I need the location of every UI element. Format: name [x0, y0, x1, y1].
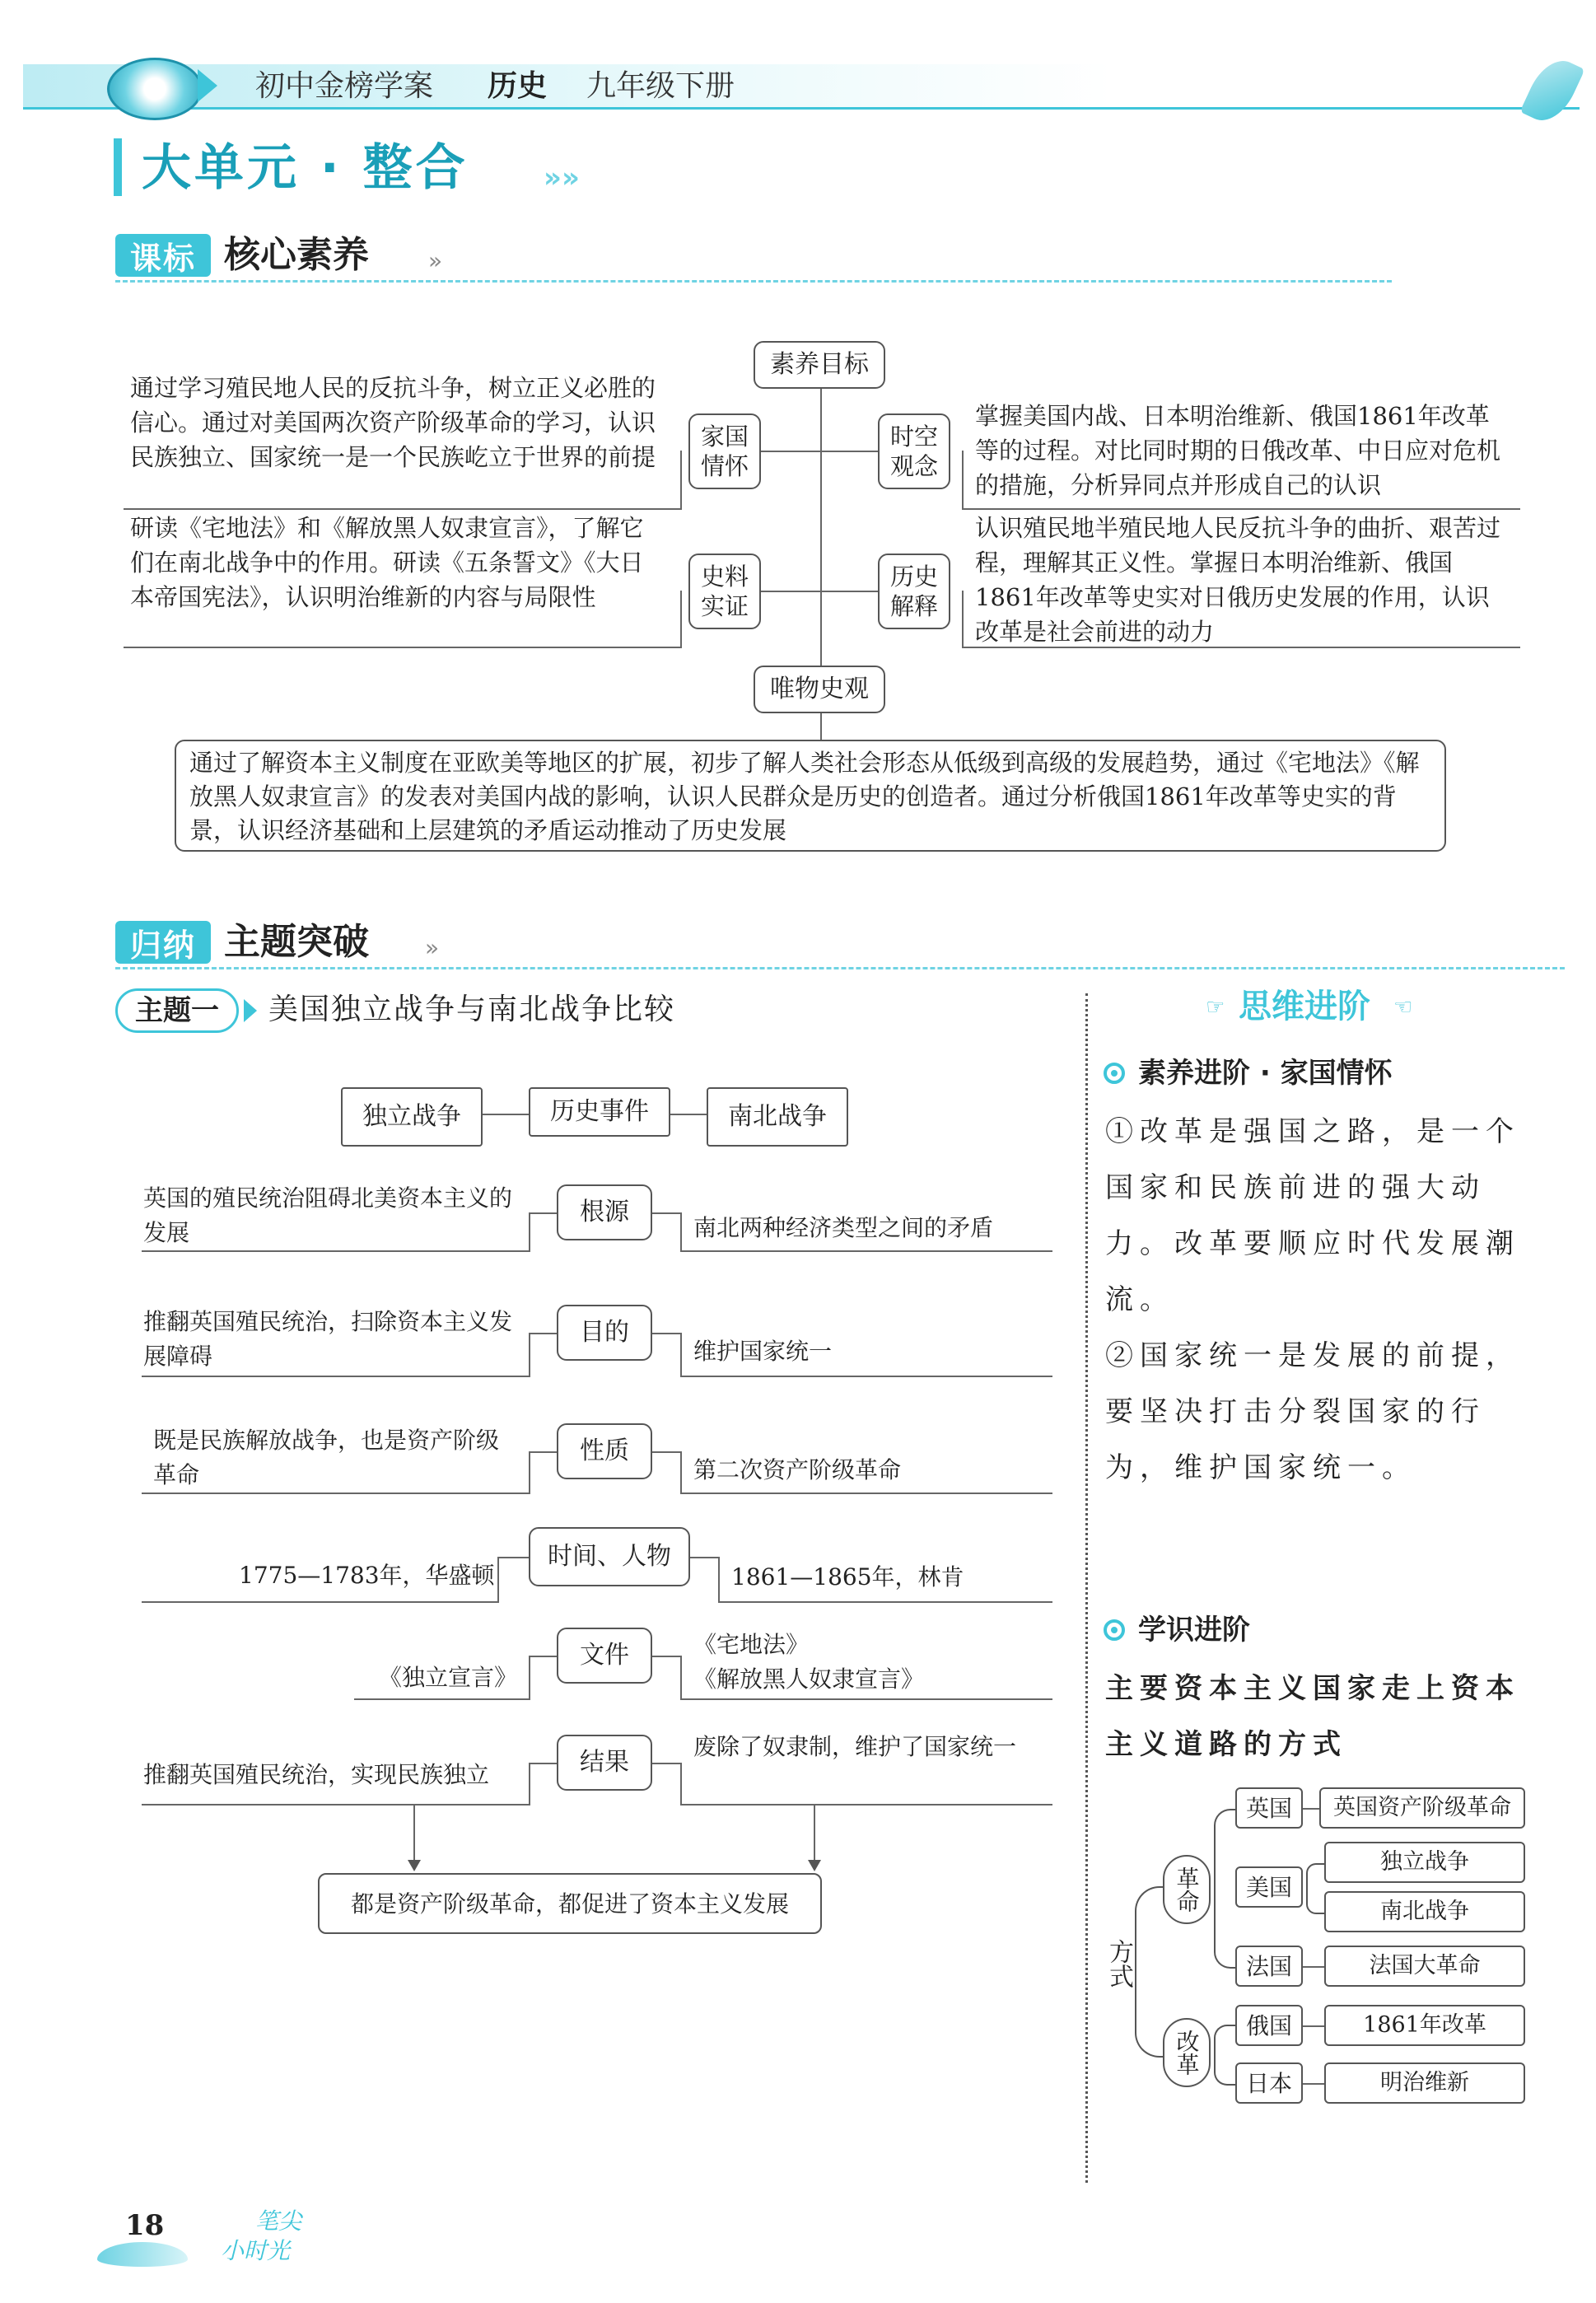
topic-label: 主题一: [115, 988, 239, 1033]
tree-bracket-meiguo: [1306, 1863, 1324, 1914]
core-lishi: 历史 解释: [878, 554, 950, 629]
section1-chevrons: »: [428, 247, 443, 274]
unit-title: 大单元 · 整合: [142, 139, 469, 197]
core-center-bottom: 唯物史观: [754, 666, 885, 713]
row-result-left: 推翻英国殖民统治，实现民族独立: [143, 1761, 490, 1788]
tree-fg-event: 法国大革命: [1324, 1946, 1525, 1987]
compare-conclusion: 都是资产阶级革命，都促进了资本主义发展: [318, 1873, 822, 1934]
core-jiaguo: 家国 情怀: [688, 413, 761, 489]
tree-mg-event1: 独立战争: [1324, 1842, 1525, 1883]
row-doc-label: 文件: [557, 1628, 652, 1684]
row-result-label: 结果: [557, 1735, 652, 1791]
sidebar-item2-text: 主要资本主义国家走上资本主义道路的方式: [1105, 1672, 1520, 1761]
core-text-lishi: 认识殖民地半殖民地人民反抗斗争的曲折、艰苦过程，理解其正义性。掌握日本明治维新、俄国1861年改革等史实对日俄历史发展的作用，认识改革是社会前进的动力: [975, 514, 1501, 646]
sidebar-title-icon-right: ☜: [1393, 995, 1413, 1020]
tree-bracket-geming: [1214, 1809, 1235, 1969]
arrow-down-icon: [808, 1860, 821, 1871]
row-root-right: 南北两种经济类型之间的矛盾: [693, 1214, 994, 1241]
tree-meiguo: 美国: [1235, 1866, 1303, 1908]
header-series: 初中金榜学案: [255, 69, 434, 103]
core-text-jiaguo: 通过学习殖民地人民的反抗斗争，树立正义必胜的信心。通过对美国两次资产阶级革命的学习，认识民族独立、国家统一是一个民族屹立于世界的前提: [130, 374, 656, 471]
row-goal-right: 维护国家统一: [693, 1338, 833, 1365]
sidebar-title-icon-left: ☞: [1206, 995, 1225, 1020]
sidebar-divider: [1085, 993, 1088, 2183]
unit-title-bar: [114, 138, 122, 196]
section1-tag: 课标: [115, 234, 211, 277]
bullet-icon: [1104, 1063, 1125, 1084]
tree-eguo: 俄国: [1235, 2005, 1303, 2046]
tree-mg-event2: 南北战争: [1324, 1891, 1525, 1932]
section2-title: 主题突破: [224, 921, 369, 963]
section2-chevrons: »: [425, 934, 440, 961]
row-nature-right: 第二次资产阶级革命: [693, 1456, 902, 1483]
tree-faguo: 法国: [1235, 1946, 1303, 1987]
row-goal-left: 推翻英国殖民统治，扫除资本主义发展障碍: [143, 1308, 513, 1370]
row-doc-left: 《独立宣言》: [379, 1664, 518, 1691]
row-doc-right: 《宅地法》 《解放黑人奴隶宣言》: [693, 1631, 925, 1693]
row-nature-left: 既是民族解放战争，也是资产阶级革命: [153, 1427, 500, 1488]
footer-brand1: 笔尖: [255, 2207, 302, 2235]
core-text-shikong: 掌握美国内战、日本明治维新、俄国1861年改革等的过程。对比同时期的日俄改革、中日应对危机的措施，分析异同点并形成自己的认识: [975, 402, 1501, 499]
row-goal-label: 目的: [557, 1305, 652, 1361]
sidebar-item2-title: 学识进阶: [1138, 1614, 1250, 1647]
section2-tag: 归纳: [115, 921, 211, 964]
tree-rb-event: 明治维新: [1324, 2062, 1525, 2104]
arrow-down-icon: [408, 1860, 421, 1871]
sidebar-item1-title: 素养进阶 · 家国情怀: [1138, 1057, 1393, 1090]
sidebar-title: 思维进阶: [1239, 988, 1370, 1025]
sidebar-item1-text: ①改革是强国之路，是一个国家和民族前进的强大动力。改革要顺应时代发展潮流。 ②国家统一是发展的前提，要坚决打击分裂国家的行为，维护国家统一。: [1105, 1115, 1520, 1484]
core-center-top: 素养目标: [754, 341, 885, 389]
page-number: 18: [125, 2209, 165, 2242]
topic-title: 美国独立战争与南北战争比较: [268, 993, 676, 1026]
section2-underline: [115, 967, 1565, 969]
row-root-label: 根源: [557, 1184, 652, 1240]
tree-bracket-gaige: [1214, 2025, 1235, 2086]
core-bottom-text: 通过了解资本主义制度在亚欧美等地区的扩展，初步了解人类社会形态从低级到高级的发展趋势，通过《宅地法》《解放黑人奴隶宣言》的发表对美国内战的影响，认识人民群众是历史的创造者。通过分析俄国1861年改革等史实的背景，认识经济基础和上层建筑的矛盾运动推动了历史发展: [175, 740, 1446, 852]
header-subject: 历史: [488, 69, 548, 103]
core-text-shiliao: 研读《宅地法》和《解放黑人奴隶宣言》，了解它们在南北战争中的作用。研读《五条誓文》《大日本帝国宪法》，认识明治维新的内容与局限性: [130, 514, 644, 611]
tree-riben: 日本: [1235, 2062, 1303, 2104]
footer-brand2: 小时光: [221, 2237, 291, 2264]
core-shikong: 时空 观念: [878, 413, 950, 489]
tree-root: 方式: [1104, 1939, 1133, 1988]
tree-eg-event: 1861年改革: [1324, 2005, 1525, 2046]
logo-icon: [107, 58, 203, 120]
tree-yg-event: 英国资产阶级革命: [1319, 1787, 1525, 1829]
compare-right-head: 南北战争: [707, 1087, 848, 1147]
header-grade: 九年级下册: [586, 69, 735, 103]
tree-yingguo: 英国: [1235, 1787, 1303, 1829]
row-time-left: 1775—1783年，华盛顿: [239, 1562, 495, 1589]
tree-geming: 革命: [1163, 1855, 1211, 1924]
header-arrow-icon: [198, 69, 217, 102]
compare-mid-head: 历史事件: [529, 1087, 670, 1137]
row-time-label: 时间、人物: [529, 1527, 690, 1586]
row-nature-label: 性质: [557, 1423, 652, 1479]
section1-title: 核心素养: [224, 234, 369, 276]
compare-left-head: 独立战争: [341, 1087, 483, 1147]
topic-arrow-icon: [244, 999, 257, 1022]
tree-gaige: 改革: [1163, 2018, 1211, 2087]
footer-leaf-icon: [97, 2242, 188, 2267]
bullet-icon: [1104, 1619, 1125, 1641]
section1-underline: [115, 280, 1392, 283]
row-time-right: 1861—1865年，林肯: [731, 1563, 964, 1591]
row-root-left: 英国的殖民统治阻碍北美资本主义的发展: [143, 1184, 513, 1246]
unit-title-chevrons: »»: [544, 161, 580, 194]
row-result-right: 废除了奴隶制，维护了国家统一: [693, 1733, 1017, 1760]
core-shiliao: 史料 实证: [688, 554, 761, 629]
